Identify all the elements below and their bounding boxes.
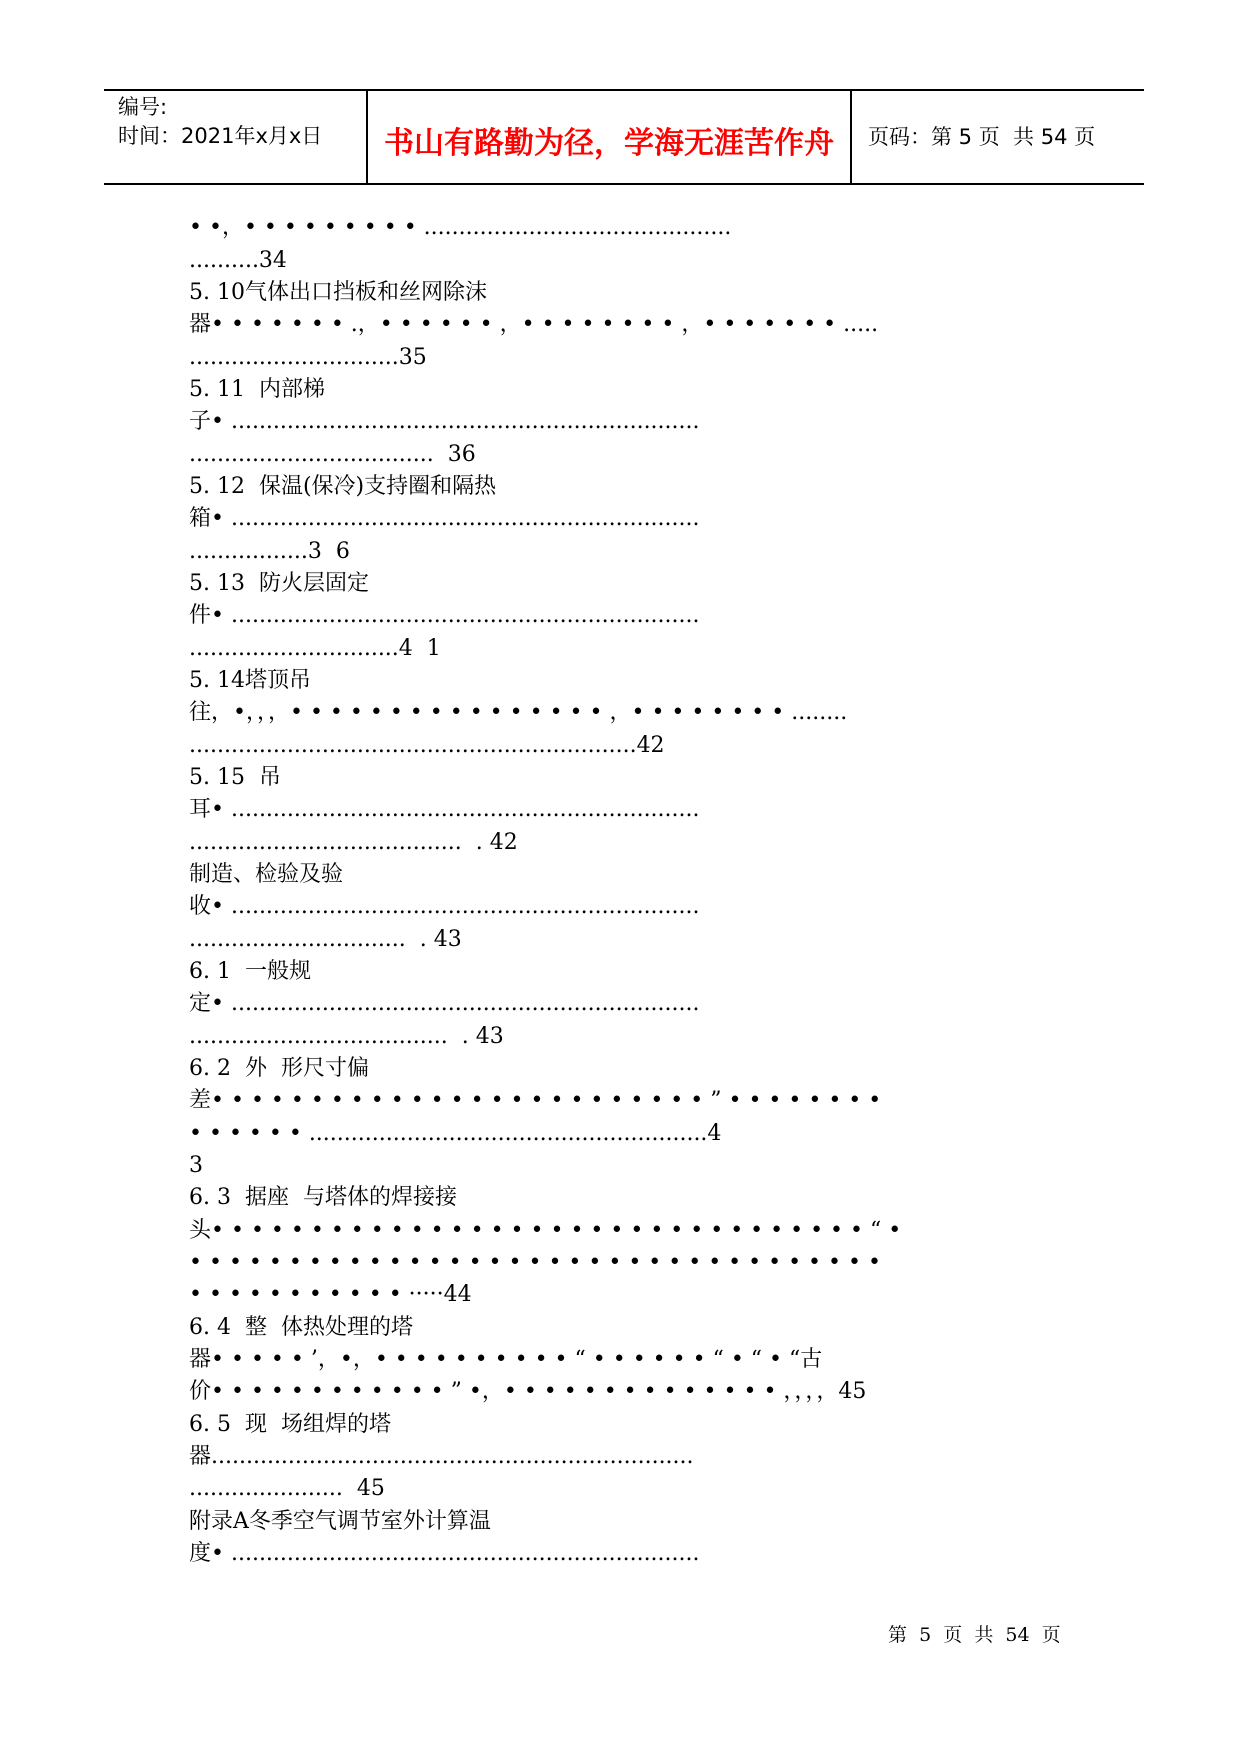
toc-line: 6. 2 外 形尺寸偏 [189,1056,369,1081]
toc-line: • • • • • • .........................................................4 [189,1121,722,1146]
page-footer: 第 5 页 共 54 页 [888,1624,1061,1646]
toc-line: 器• • • • • • • .，• • • • • • ，• • • • • • • • ，• • • • • • • ..... [189,312,879,337]
toc-line: 度• ................................................................... [189,1541,700,1566]
toc-line: 6. 1 一般规 [189,959,311,984]
toc-line: .................3 6 [189,539,350,564]
toc-line: ...................... 45 [189,1476,385,1501]
page-header [104,89,1144,185]
header-page-info: 页码：第 5 页 共 54 页 [868,125,1096,149]
header-divider [850,91,852,183]
toc-line: 耳• ................................................................... [189,797,700,822]
toc-line: 6. 5 现 场组焊的塔 [189,1412,391,1437]
toc-line: 差• • • • • • • • • • • • • • • • • • • • • • • • • ” • • • • • • • • [189,1088,882,1113]
toc-line: ................................................................42 [189,733,665,758]
toc-line: ..............................4 1 [189,636,441,661]
toc-line: 5. 15 吊 [189,765,281,790]
toc-line: 定• ................................................................... [189,991,700,1016]
document-number-label: 编号: [118,95,168,119]
toc-line: 5. 12 保温(保冷)支持圈和隔热 [189,474,497,499]
header-motto: 书山有路勤为径，学海无涯苦作舟 [384,126,834,161]
toc-line: 制造、检验及验 [189,862,344,887]
toc-line: 5. 14塔顶吊 [189,668,311,693]
toc-line: 头• • • • • • • • • • • • • • • • • • • • • • • • • • • • • • • • • “ • [189,1218,902,1243]
toc-line: 附录A冬季空气调节室外计算温 [189,1509,491,1534]
toc-line: 收• ................................................................... [189,894,700,919]
toc-line: 子• ................................................................... [189,409,700,434]
toc-line: 器• • • • • ’，•，• • • • • • • • • • “ • • • • • • “ • “ • “古 [189,1347,823,1372]
toc-line: 5. 11 内部梯 [189,377,325,402]
toc-line: 6. 3 据座 与塔体的焊接接 [189,1185,457,1210]
toc-line: • • • • • • • • • • • ·····44 [189,1282,472,1307]
toc-line: ..............................35 [189,345,427,370]
toc-line: ..........34 [189,248,287,273]
toc-line: ....................................... . 42 [189,830,518,855]
toc-line: 箱• ................................................................... [189,506,700,531]
toc-line: 5. 13 防火层固定 [189,571,369,596]
toc-line: 件• ................................................................... [189,603,700,628]
toc-line: 往，•，，，• • • • • • • • • • • • • • • • ，• • • • • • • • ........ [189,700,848,725]
toc-line: ............................... . 43 [189,927,462,952]
toc-line: ..................................... . 43 [189,1024,504,1049]
toc-line: 3 [189,1153,203,1178]
toc-line: 价• • • • • • • • • • • • ” •，• • • • • • • • • • • • • • ，，，，45 [189,1379,867,1404]
toc-line: 5. 10气体出口挡板和丝网除沫 [189,280,487,305]
toc-line: • •，• • • • • • • • • ............................................ [189,215,732,240]
toc-line: 器..................................................................... [189,1444,694,1469]
toc-line: • • • • • • • • • • • • • • • • • • • • • • • • • • • • • • • • • • • [189,1250,881,1275]
toc-line: 6. 4 整 体热处理的塔 [189,1315,413,1340]
header-meta [118,93,368,151]
toc-line: ................................... 36 [189,442,476,467]
document-time-label: 时间：2021年x月x日 [118,124,323,148]
